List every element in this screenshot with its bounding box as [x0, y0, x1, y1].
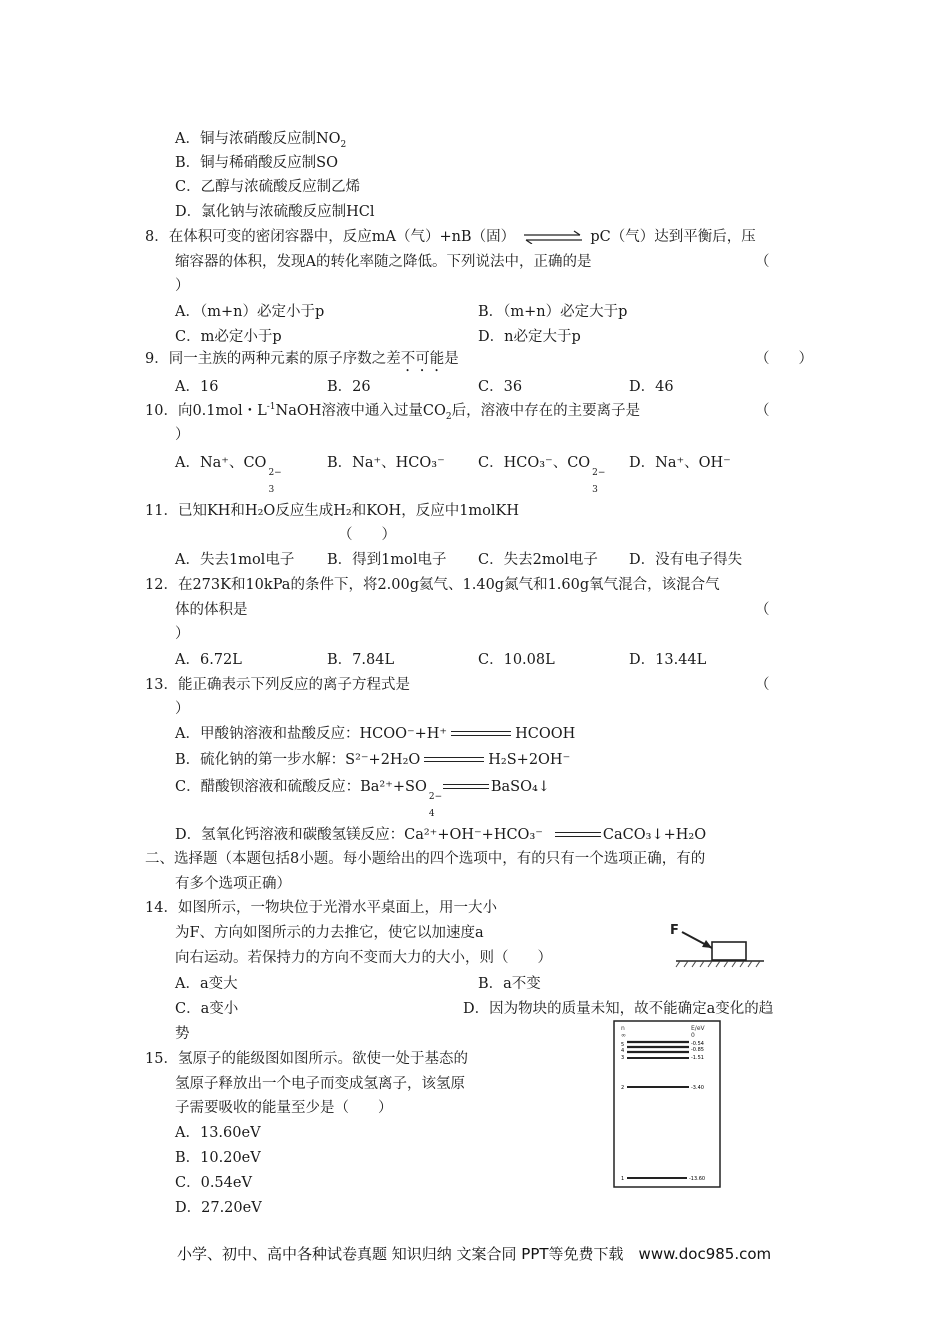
q8-paren-open: （ [755, 254, 770, 270]
q11-option-d: D．没有电子得失 [629, 552, 743, 568]
q15-energy-level-diagram [613, 1020, 723, 1190]
page-footer: 小学、初中、高中各种试卷真题 知识归纳 文案合同 PPT等免费下载 www.doc985.com [177, 1245, 772, 1263]
equilibrium-arrow-icon [522, 230, 584, 244]
level-e-4: -0.85 [691, 1047, 704, 1053]
q10-paren-close: ） [175, 427, 190, 443]
q8-option-b: B．（m+n）必定大于p [478, 304, 628, 320]
q12-option-a: A．6.72L [175, 652, 242, 668]
q14-option-d: D．因为物块的质量未知，故不能确定a变化的趋 [463, 1001, 774, 1017]
q15-option-a: A．13.60eV [175, 1125, 261, 1141]
q8-option-a: A．（m+n）必定小于p [175, 304, 325, 320]
q15-stem-line3: 子需要吸收的能量至少是（ ） [175, 1100, 393, 1116]
level-n-4: 4 [621, 1048, 625, 1054]
q8-option-c: C．m必定小于p [175, 329, 282, 345]
q10-option-a: A．Na⁺、CO 2− 3 [175, 455, 282, 495]
q13-stem: 13．能正确表示下列反应的离子方程式是 [145, 677, 410, 693]
q13-option-d: D．氢氧化钙溶液和碳酸氢镁反应：Ca²⁺+OH⁻+HCO₃⁻ CaCO₃↓+H₂O [175, 827, 707, 843]
q15-option-b: B．10.20eV [175, 1150, 261, 1166]
q10-paren-open: （ [755, 403, 770, 419]
q14-option-b: B．a不变 [478, 976, 541, 992]
level-e-inf: 0 [691, 1032, 695, 1039]
q9-emphasis: 不可能 [400, 351, 445, 367]
q8-option-d: D．n必定大于p [478, 329, 581, 345]
q12-stem-line1: 12．在273K和10kPa的条件下，将2.00g氦气、1.40g氮气和1.60g氧气混合，该混合气 [145, 577, 720, 593]
q10-stem: 10．向0.1mol・$L^{-1}NaOH$溶液中通入过量$CO_2$后，溶液中存在的主要离子是 [145, 402, 641, 422]
q8-stem-line1: 8．在体积可变的密闭容器中，反应mA（气）+nB（固） pC（气）达到平衡后，压 [145, 229, 756, 245]
level-e-1: -13.60 [689, 1176, 706, 1182]
q10-option-b: B．Na⁺、HCO₃⁻ [327, 455, 445, 471]
q12-option-b: B．7.84L [327, 652, 395, 668]
force-label: F [670, 923, 679, 938]
q7-option-a: A．铜与浓硝酸反应制$NO_2$ [175, 131, 347, 150]
q7-option-b: B．铜与稀硝酸反应制SO [175, 155, 338, 171]
q9-option-c: C．36 [478, 379, 523, 395]
q8-paren-close: ） [175, 278, 190, 294]
q11-stem: 11．已知KH和H₂O反应生成H₂和KOH，反应中1molKH [145, 503, 520, 519]
q9-paren: （ ） [755, 351, 813, 367]
q14-stem-line3: 向右运动。若保持力的方向不变而大力的大小，则（ ） [175, 950, 552, 966]
equals-sign-icon [451, 729, 511, 739]
q8-stem-line2: 缩容器的体积，发现A的转化率随之降低。下列说法中，正确的是 [175, 254, 592, 270]
q12-stem-line2: 体的体积是 [175, 602, 248, 618]
q11-option-b: B．得到1mol电子 [327, 552, 447, 568]
q15-option-d: D．27.20eV [175, 1200, 262, 1216]
q14-force-diagram [668, 912, 768, 982]
level-n-2: 2 [621, 1085, 625, 1091]
q13-paren-open: （ [755, 677, 770, 693]
q13-option-c: C．醋酸钡溶液和硫酸反应：Ba²⁺+SO 2− 4 BaSO₄↓ [175, 779, 550, 819]
level-e-2: -3.40 [691, 1085, 704, 1091]
q12-paren-open: （ [755, 602, 770, 618]
q14-stem-line2: 为F、方向如图所示的力去推它，使它以加速度a [175, 925, 484, 941]
q11-paren: （ ） [338, 527, 396, 543]
q7-option-c: C．乙醇与浓硫酸反应制乙烯 [175, 179, 361, 195]
block [712, 942, 746, 960]
level-e-3: -1.51 [691, 1055, 704, 1061]
q13-option-a: A．甲酸钠溶液和盐酸反应：HCOO⁻+H⁺ HCOOH [175, 726, 576, 742]
section2-heading-line2: 有多个选项正确） [175, 876, 291, 892]
q11-option-c: C．失去2mol电子 [478, 552, 598, 568]
q14-option-d-cont: 势 [175, 1026, 190, 1042]
q12-option-d: D．13.44L [629, 652, 707, 668]
q14-stem-line1: 14．如图所示，一物块位于光滑水平桌面上，用一大小 [145, 900, 497, 916]
q9-option-d: D．46 [629, 379, 674, 395]
q9-option-b: B．26 [327, 379, 371, 395]
level-n-5: 5 [621, 1042, 625, 1048]
q15-stem-line1: 15．氢原子的能级图如图所示。欲使一处于基态的 [145, 1051, 468, 1067]
q12-paren-close: ） [175, 626, 190, 642]
energy-axis-label: E/eV [691, 1025, 705, 1032]
q13-paren-close: ） [175, 701, 190, 717]
q10-option-c: C．HCO₃⁻、CO 2− 3 [478, 455, 606, 495]
n-axis-label: n [621, 1025, 625, 1032]
q12-option-c: C．10.08L [478, 652, 555, 668]
level-n-inf: ∞ [621, 1032, 626, 1039]
section2-heading-line1: 二、选择题（本题包括8小题。每小题给出的四个选项中，有的只有一个选项正确，有的 [145, 851, 706, 867]
q11-option-a: A．失去1mol电子 [175, 552, 295, 568]
table-hatching [676, 961, 760, 967]
equals-sign-icon [424, 755, 484, 765]
q7-option-d: D．氯化钠与浓硫酸反应制HCl [175, 204, 375, 220]
equals-sign-icon [443, 783, 489, 791]
level-e-5: -0.54 [691, 1041, 704, 1047]
q13-option-b: B．硫化钠的第一步水解：S²⁻+2H₂O H₂S+2OH⁻ [175, 752, 571, 768]
level-n-1: 1 [621, 1176, 625, 1182]
level-n-3: 3 [621, 1055, 625, 1061]
equals-sign-icon [555, 831, 601, 839]
q15-stem-line2: 氢原子释放出一个电子而变成氢离子，该氢原 [175, 1076, 465, 1092]
q15-option-c: C．0.54eV [175, 1175, 252, 1191]
q14-option-a: A．a变大 [175, 976, 238, 992]
q10-option-d: D．Na⁺、OH⁻ [629, 455, 731, 471]
q9-stem: 9．同一主族的两种元素的原子序数之差不可能是 [145, 351, 459, 367]
q14-option-c: C．a变小 [175, 1001, 239, 1017]
q9-option-a: A．16 [175, 379, 219, 395]
